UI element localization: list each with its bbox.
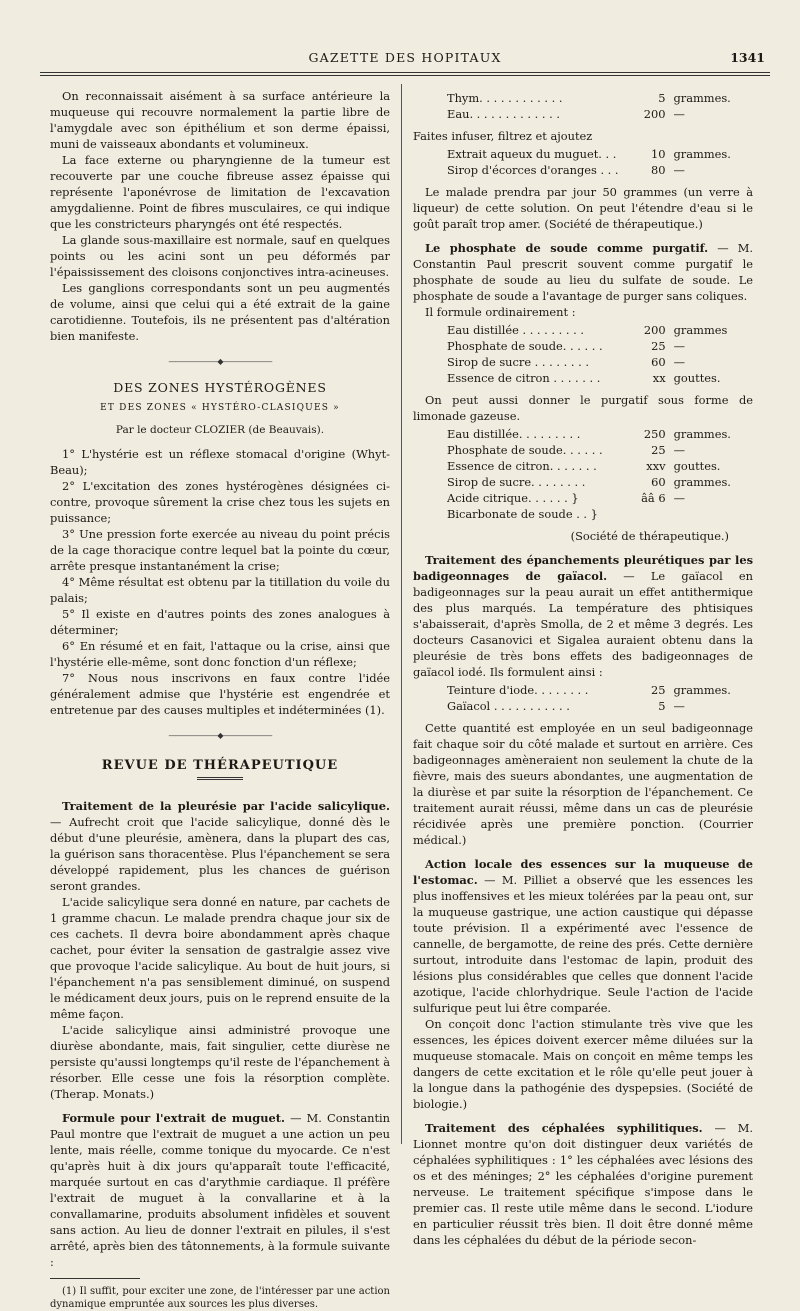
ingredient-name: Teinture d'iode. . . . . . . . <box>447 683 589 697</box>
recipe-row <box>447 322 753 338</box>
recipe-body <box>447 322 753 386</box>
article-text: — Aufrecht croit que l'acide salicylique, donné dès le début d'une pleurésie, amènera, dans la plupart des cas, la guérison sans thoracentèse. Plus l'épanchement se sera développé rapidement, plus les chances de guérison seront grandes. <box>50 815 390 893</box>
ornament-divider: ———————◆——————— <box>168 357 272 366</box>
paragraph: Il formule ordinairement : <box>425 305 576 319</box>
paragraph: L'acide salicylique sera donné en nature, par cachets de 1 gramme chacun. Le malade prendra chaque jour six de ces cachets. Il devra boire abondamment après chaque cachet, pour éviter la sensation de gastralgie assez vive que provoque l'acide salicylique. Au bout de huit jours, si l'épanchement n'a pas sensiblement diminué, on suspend le médicament deux jours, puis on le reprend ensuite de la même façon. <box>50 895 390 1021</box>
recipe-table <box>447 146 753 178</box>
recipe-body <box>447 682 753 714</box>
recipe-row <box>447 338 753 354</box>
ingredient-amount: 60 <box>651 475 666 489</box>
source-note: (Société de thérapeutique.) <box>570 529 729 543</box>
ingredient-amount: 25 <box>651 339 666 353</box>
ingredient-name: Essence de citron. . . . . . . <box>447 459 597 473</box>
ingredient-name: Essence de citron . . . . . . . <box>447 371 601 385</box>
ingredient-name: Extrait aqueux du muguet. . . <box>447 147 617 161</box>
ingredient-amount: ââ 6 <box>641 491 666 505</box>
rubric-title: REVUE DE THÉRAPEUTIQUE <box>101 758 339 773</box>
paragraph: On conçoit donc l'action stimulante très vive que les essences, les épices doivent exercer même diluées sur la muqueuse stomacale. Mais on conçoit en même temps les dangers de cette excitation et le rôle qu'elle peut jouer à la longue dans la pathogénie des dyspepsies. (Société de biologie.) <box>413 1017 753 1111</box>
byline: Par le docteur CLOZIER (de Beauvais). <box>115 424 325 436</box>
article-heading: Traitement de la pleurésie par l'acide salicylique. <box>62 799 390 813</box>
ingredient-amount: 5 <box>658 699 666 713</box>
ingredient-name: Eau. . . . . . . . . . . . . <box>447 107 560 121</box>
article-paragraph <box>413 240 753 304</box>
ingredient-unit: grammes. <box>673 427 731 441</box>
left-column <box>50 88 390 1311</box>
recipe-row <box>447 698 753 714</box>
footnote: (1) Il suffit, pour exciter une zone, de l'intéresser par une action dynamique empruntée aux sources les plus diverses. <box>50 1286 390 1310</box>
recipe-table <box>447 426 753 522</box>
ingredient-unit: — <box>673 355 686 369</box>
ingredient-name: Phosphate de soude. . . . . . <box>447 443 603 457</box>
numbered-item: 7° Nous nous inscrivons en faux contre l'idée généralement admise que l'hystérie est engendrée et entretenue par des causes multiples et indéterminées (1). <box>50 671 390 717</box>
ingredient-unit <box>674 506 753 522</box>
recipe-row <box>447 442 753 458</box>
article-text: — M. Pilliet a observé que les essences les plus inoffensives et les mieux tolérées par la peau ont, sur la muqueuse gastrique, une action caustique qui dépasse toute prévision. Il a expérimenté avec l'essence de cannelle, de bergamotte, de reine des prés. Cette dernière surtout, introduite dans l'estomac de lapin, produit des lésions plus considérables que celles que donnent l'acide azotique, l'acide chlorhydrique. Seule l'action de l'acide sulfurique peut lui être comparée. <box>413 873 753 1015</box>
ingredient-amount: 25 <box>651 443 666 457</box>
recipe-row <box>447 146 753 162</box>
ingredient-name: Thym. . . . . . . . . . . . <box>447 91 563 105</box>
ingredient-unit: — <box>673 339 686 353</box>
section-title: DES ZONES HYSTÉROGÈNES <box>113 380 327 395</box>
article-text: — M. Constantin Paul prescrit souvent comme purgatif le phosphate de soude au lieu du sulfate de soude. Le phosphate de soude a l'avantage de purger sans coliques. <box>413 241 754 303</box>
article-paragraph <box>413 856 753 1016</box>
numbered-item: 3° Une pression forte exercée au niveau du point précis de la cage thoracique contre lequel bat la pointe du cœur, arrête presque instantanément la crise; <box>50 527 390 573</box>
recipe-table <box>447 322 753 386</box>
ingredient-amount: 80 <box>651 163 666 177</box>
numbered-item: 2° L'excitation des zones hystérogènes désignées ci-contre, provoque sûrement la crise chez tous les sujets en puissance; <box>50 479 390 525</box>
recipe-body <box>447 146 753 178</box>
ingredient-amount: 250 <box>643 427 666 441</box>
ingredient-amount: 25 <box>650 683 666 697</box>
ingredient-unit: gouttes. <box>673 459 721 473</box>
recipe-row <box>447 474 753 490</box>
ingredient-amount: 10 <box>651 147 666 161</box>
recipe-row <box>447 354 753 370</box>
ingredient-unit: grammes. <box>673 147 731 161</box>
ingredient-unit: grammes. <box>673 91 731 105</box>
ingredient-name: Phosphate de soude. . . . . . <box>447 339 603 353</box>
ingredient-amount: xx <box>652 371 666 385</box>
recipe-body <box>447 90 753 122</box>
article-heading: Formule pour l'extrait de muguet. <box>62 1111 285 1125</box>
header-rule <box>40 72 770 76</box>
article-paragraph <box>50 798 390 894</box>
ingredient-unit: — <box>673 699 685 713</box>
ingredient-amount: 200 <box>643 323 666 337</box>
recipe-row <box>447 162 753 178</box>
ingredient-name: Acide citrique. . . . . . } <box>447 491 579 505</box>
running-header <box>45 50 765 72</box>
article-heading: Traitement des céphalées syphilitiques. <box>425 1121 703 1135</box>
rubric-rule <box>197 777 243 780</box>
article-text: — M. Constantin Paul montre que l'extrait de muguet a une action un peu lente, mais réelle, comme tonique du myocarde. Ce n'est qu'après huit à dix jours qu'apparaît toute l'efficacité, marquée surtout en cas d'arythmie cardiaque. Il préfère l'extrait de muguet à la convallarine et à la convallamarine, produits absolument infidèles et souvent sans action. Au lieu de donner l'extrait en pilules, il s'est arrêté, après bien des tâtonnements, à la formule suivante : <box>50 1111 390 1269</box>
ingredient-unit: — <box>673 491 685 505</box>
article-heading: Action locale des essences sur la muqueuse de l'estomac. <box>413 857 753 887</box>
recipe-row <box>447 90 753 106</box>
paragraph: On reconnaissait aisément à sa surface antérieure la muqueuse qui recouvre normalement la partie libre de l'amygdale avec son épithélium et son derme épaissi, muni de vaisseaux abondants et volumineux. <box>50 89 390 151</box>
section-subtitle: ET DES ZONES « HYSTÉRO-CLASIQUES » <box>100 403 340 413</box>
paragraph: On peut aussi donner le purgatif sous forme de limonade gazeuse. <box>413 393 753 423</box>
ingredient-name: Sirop de sucre. . . . . . . . <box>447 475 586 489</box>
right-column <box>413 88 753 1248</box>
ingredient-name: Eau distillée. . . . . . . . . <box>447 427 581 441</box>
recipe-row <box>447 458 753 474</box>
column-divider <box>401 84 402 1144</box>
ingredient-amount: 60 <box>651 355 666 369</box>
article-text: — M. Lionnet montre qu'on doit distinguer deux variétés de céphalées syphilitiques : 1° les céphalées avec lésions des os et des méninges; 2° les céphalées d'origine purement nerveuse. Le traitement spécifique s'impose dans le premier cas. Il reste utile même dans le second. L'iodure en particulier réussit très bien. Il doit être donné même dans les céphalées du début de la période secon- <box>413 1121 753 1247</box>
article-text: — Le gaïacol en badigeonnages sur la peau aurait un effet antithermique des plus marqués. La température des phtisiques s'abaisserait, d'après Smolla, de 2 et même 3 degrés. Les docteurs Casanovici et Sigalea auraient obtenu dans la pleurésie de très bons effets des badigeonnages de gaïacol iodé. Ils formulent ainsi : <box>413 569 753 679</box>
ingredient-name: Sirop d'écorces d'oranges . . . <box>447 163 619 177</box>
numbered-item: 6° En résumé et en fait, l'attaque ou la crise, ainsi que l'hystérie elle-même, sont donc fonction d'un réflexe; <box>50 639 390 669</box>
recipe-row <box>447 426 753 442</box>
footnote-rule <box>50 1278 140 1279</box>
recipe-row <box>447 490 753 506</box>
ingredient-unit: — <box>673 163 685 177</box>
numbered-item: 4° Même résultat est obtenu par la titillation du voile du palais; <box>50 575 390 605</box>
recipe-table <box>447 90 753 122</box>
ingredient-name: Gaïacol . . . . . . . . . . . <box>447 699 570 713</box>
numbered-item: 1° L'hystérie est un réflexe stomacal d'origine (Whyt-Beau); <box>50 447 390 477</box>
paragraph: Cette quantité est employée en un seul badigeonnage fait chaque soir du côté malade et surtout en arrière. Ces badigeonnages amèneraient non seulement la chute de la fièvre, mais des sueurs abondantes, une augmentation de la diurèse et par suite la résorption de l'épanchement. Ce traitement aurait réussi, même dans un cas de pleurésie récidivée après une première ponction. (Courrier médical.) <box>413 721 753 847</box>
ingredient-unit: gouttes. <box>673 371 721 385</box>
ingredient-unit: grammes <box>673 323 728 337</box>
paragraph: La glande sous-maxillaire est normale, sauf en quelques points ou les acini sont un peu déformés par l'épaississement des cloisons conjonctives intra-acineuses. <box>50 233 390 279</box>
article-paragraph <box>413 552 753 680</box>
paragraph: Le malade prendra par jour 50 grammes (un verre à liqueur) de cette solution. On peut l'étendre d'eau si le goût paraît trop amer. (Société de thérapeutique.) <box>413 185 753 231</box>
ingredient-amount: xxv <box>646 459 666 473</box>
paragraph: Les ganglions correspondants sont un peu augmentés de volume, ainsi que celui qui a été extrait de la gaine carotidienne. Toutefois, ils ne présentent pas d'altération bien manifeste. <box>50 281 390 343</box>
paragraph: Faites infuser, filtrez et ajoutez <box>413 129 593 143</box>
recipe-row <box>447 370 753 386</box>
article-heading: Le phosphate de soude comme purgatif. <box>425 241 709 255</box>
article-paragraph <box>50 1110 390 1270</box>
article-paragraph <box>413 1120 753 1248</box>
numbered-item: 5° Il existe en d'autres points des zones analogues à déterminer; <box>50 607 390 637</box>
page-number: 1341 <box>730 50 765 65</box>
ornament-divider: ———————◆——————— <box>168 731 272 740</box>
paragraph: La face externe ou pharyngienne de la tumeur est recouverte par une couche fibreuse assez épaisse qui représente l'aponévrose de limitation de l'excavation amygdalienne. Point de fibres musculaires, ce qui indique que les constricteurs pharyngés ont été respectés. <box>50 153 390 231</box>
ingredient-unit: grammes. <box>673 683 731 697</box>
ingredient-amount <box>630 506 674 522</box>
article-heading: Traitement des épanchements pleurétiques par les badigeonnages de gaïacol. <box>413 553 753 583</box>
journal-title: GAZETTE DES HOPITAUX <box>308 50 502 65</box>
recipe-row <box>447 682 753 698</box>
recipe-row <box>447 506 753 522</box>
ingredient-name: Eau distillée . . . . . . . . . <box>447 323 585 337</box>
recipe-row <box>447 106 753 122</box>
ingredient-amount: 200 <box>643 107 666 121</box>
ingredient-amount: 5 <box>658 91 666 105</box>
recipe-body <box>447 426 753 522</box>
recipe-table <box>447 682 753 714</box>
ingredient-name: Sirop de sucre . . . . . . . . <box>447 355 589 369</box>
ingredient-unit: — <box>673 107 685 121</box>
ingredient-unit: grammes. <box>673 475 731 489</box>
ingredient-unit: — <box>673 443 685 457</box>
paragraph: L'acide salicylique ainsi administré provoque une diurèse abondante, mais, fait singulier, cette diurèse ne persiste qu'aussi longtemps qu'il reste de l'épanchement à résorber. Elle cesse une fois la résorption complète. (Therap. Monats.) <box>50 1023 390 1101</box>
ingredient-name: Bicarbonate de soude . . } <box>447 507 598 521</box>
